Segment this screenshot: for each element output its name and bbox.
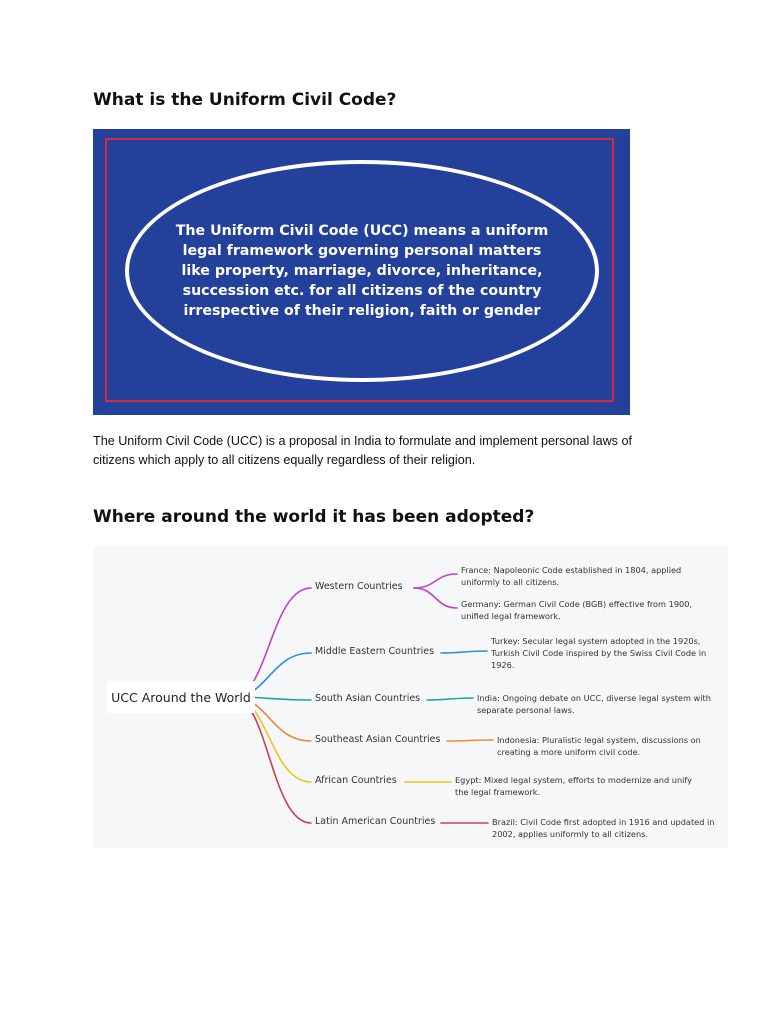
leaf-line: unified legal framework. (461, 611, 561, 621)
heading-what-is-ucc: What is the Uniform Civil Code? (93, 90, 397, 110)
paragraph-line: The Uniform Civil Code (UCC) is a proposal in India to formulate and implement personal laws of (93, 434, 632, 448)
mindmap-root-node: UCC Around the World (107, 681, 255, 713)
leaf-node (497, 734, 701, 758)
paragraph-line: citizens which apply to all citizens equally regardless of their religion. (93, 453, 476, 467)
leaf-line: separate personal laws. (477, 705, 575, 715)
leaf-line: Brazil: Civil Code first adopted in 1916 and updated in (492, 817, 715, 827)
leaf-line: India: Ongoing debate on UCC, diverse legal system with (477, 693, 711, 703)
leaf-line: 2002, applies uniformly to all citizens. (492, 829, 649, 839)
leaf-line: creating a more uniform civil code. (497, 747, 641, 757)
connector-branch-to-leaf (414, 588, 457, 608)
branch-node-south-asian-countries: South Asian Countries (315, 693, 421, 704)
leaf-line: 1926. (491, 660, 515, 670)
branch-node-southeast-asian-countries: Southeast Asian Countries (315, 734, 441, 745)
banner-line: The Uniform Civil Code (UCC) means a uniform (175, 223, 549, 239)
branch-node-latin-american-countries: Latin American Countries (315, 816, 436, 827)
connector-root-to-branch (233, 697, 311, 823)
leaf-line: Turkish Civil Code inspired by the Swiss Civil Code in (491, 648, 707, 658)
banner-text (167, 221, 557, 321)
banner-ellipse (125, 160, 599, 382)
heading-where-adopted: Where around the world it has been adopted? (93, 507, 535, 527)
leaf-line: Egypt: Mixed legal system, efforts to modernize and unify (455, 775, 693, 785)
branch-node-african-countries: African Countries (315, 775, 397, 786)
leaf-line: Germany: German Civil Code (BGB) effective from 1900, (461, 599, 693, 609)
leaf-line: Indonesia: Pluralistic legal system, discussions on (497, 735, 701, 745)
banner-line: succession etc. for all citizens of the country (182, 283, 542, 299)
leaf-line: uniformly to all citizens. (461, 577, 560, 587)
banner-line: like property, marriage, divorce, inheritance, (181, 263, 543, 279)
branch-node-middle-eastern-countries: Middle Eastern Countries (315, 646, 435, 657)
connector-branch-to-leaf (447, 740, 493, 741)
ucc-description-paragraph (93, 432, 683, 470)
leaf-node (477, 692, 711, 716)
leaf-node (491, 635, 706, 671)
banner-line: irrespective of their religion, faith or gender (183, 303, 541, 319)
leaf-line: the legal framework. (455, 787, 541, 797)
ucc-world-mindmap (93, 546, 728, 848)
leaf-line: France: Napoleonic Code established in 1804, applied (461, 565, 682, 575)
ucc-definition-banner (93, 129, 630, 415)
leaf-node (461, 564, 681, 588)
leaf-node (455, 774, 692, 798)
branch-node-western-countries: Western Countries (315, 581, 403, 592)
connector-branch-to-leaf (414, 574, 457, 588)
leaf-node (492, 816, 714, 840)
connector-branch-to-leaf (427, 698, 473, 700)
banner-line: legal framework governing personal matters (182, 243, 542, 259)
connector-branch-to-leaf (441, 651, 487, 653)
leaf-node (461, 598, 692, 622)
leaf-line: Turkey: Secular legal system adopted in the 1920s, (491, 636, 701, 646)
